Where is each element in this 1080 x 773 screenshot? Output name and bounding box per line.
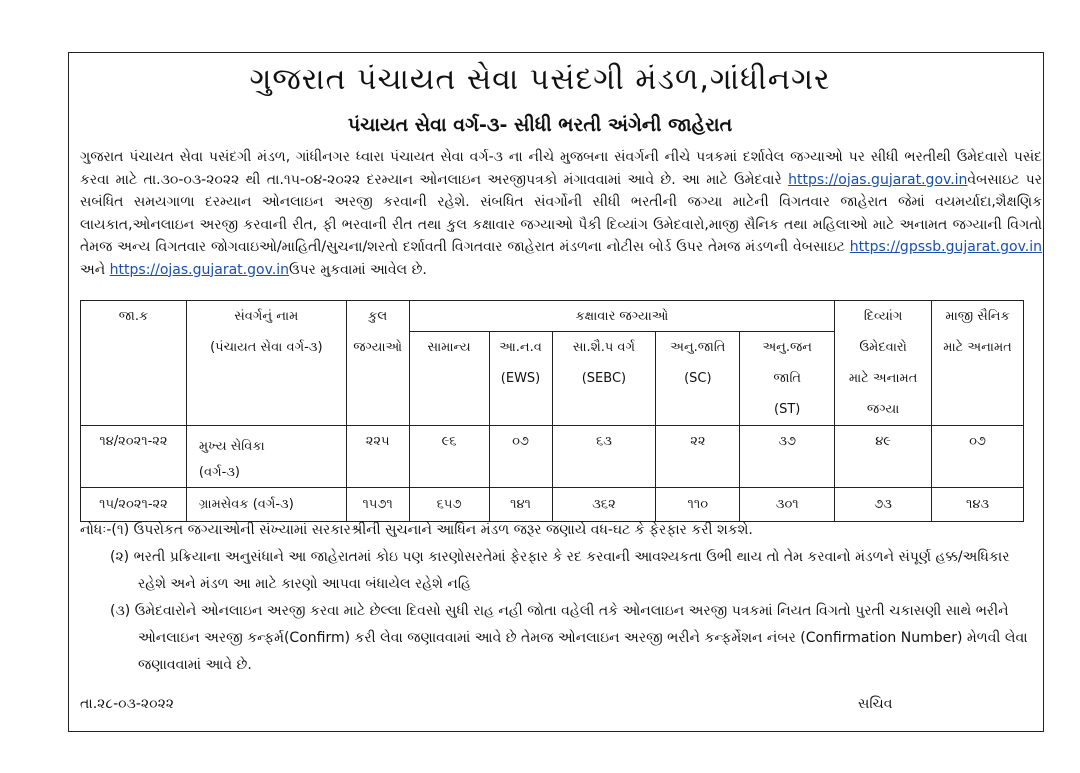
header-cadre: સંવર્ગનું નામ (પંચાયત સેવા વર્ગ-૩) <box>186 301 346 426</box>
header-ews: આ.ન.વ (EWS) <box>489 332 552 426</box>
page-title: ગુજરાત પંચાયત સેવા પસંદગી મંડળ,ગાંધીનગર <box>249 62 831 97</box>
header-sc: અનુ.જાતિ (SC) <box>656 332 740 426</box>
note-1: નોધઃ-(૧) ઉપરોકત જગ્યાઓની સંખ્યામાં સરકારશ્રીની સુચનાને આધિન મંડળ જરૂર જણાયે વધ-ઘટ કે ફેરફાર કરી શકશે. <box>80 522 753 538</box>
cell-name: મુખ્ય સેવિકા (વર્ગ-૩) <box>186 426 346 488</box>
header-jak: જા.ક <box>81 301 187 426</box>
cell-ews: ૦૭ <box>489 426 552 488</box>
cell-sebc: ૩૬૨ <box>552 488 656 522</box>
header-st: અનુ.જન જાતિ (ST) <box>740 332 835 426</box>
intro-text-4: ઉપર મુકવામાં આવેલ છે. <box>288 261 427 278</box>
cell-divyang: ૪૯ <box>835 426 932 488</box>
cell-total: ૧૫૭૧ <box>346 488 409 522</box>
note-2-line-2: રહેશે અને મંડળ આ માટે કારણો આપવા બંધાયેલ રહેશે નહિ <box>138 576 471 592</box>
notes-section <box>80 517 1042 679</box>
header-divyang: દિવ્યાંગ ઉમેદવારો માટે અનામત જગ્યા <box>835 301 932 426</box>
cell-exsm: ૧૪૩ <box>932 488 1024 522</box>
issue-date: તા.૨૮-૦૩-૨૦૨૨ <box>80 696 175 712</box>
cell-st: ૩૦૧ <box>740 488 835 522</box>
header-general: સામાન્ય <box>409 332 489 426</box>
header-category-group: કક્ષાવાર જગ્યાઓ <box>409 301 835 332</box>
note-3-line-2: ઓનલાઇન અરજી કન્ફર્મ(Confirm) કરી લેવા જણાવવામાં આવે છે તેમજ ઓનલાઇન અરજી ભરીને કન્ફર્મેશન નંબર (Confirmation Number) મેળવી લેવા <box>138 630 1028 646</box>
cell-name: ગ્રામસેવક (વર્ગ-૩) <box>186 488 346 522</box>
intro-paragraph <box>80 146 1042 281</box>
cell-divyang: ૭૩ <box>835 488 932 522</box>
page-subtitle: પંચાયત સેવા વર્ગ-૩- સીધી ભરતી અંગેની જાહેરાત <box>347 114 733 136</box>
note-2-line-1: (૨) ભરતી પ્રક્રિયાના અનુસંધાને આ જાહેરાતમાં કોઇ પણ કારણોસરતેમાં ફેરફાર કે રદ કરવાની આવશ્યકતા ઉભી થાય તો તેમ કરવાનો મંડળને સંપૂર્ણ હક્ક/અધિકાર <box>110 549 1010 565</box>
header-ex-servicemen: માજી સૈનિક માટે અનામત <box>932 301 1024 426</box>
note-3-line-3: જણાવવામાં આવે છે. <box>138 657 252 673</box>
header-total: કુલ જગ્યાઓ <box>346 301 409 426</box>
intro-text-3: અને <box>80 261 110 278</box>
cell-sc: ૨૨ <box>656 426 740 488</box>
vacancy-table <box>80 300 1024 522</box>
ojas-link[interactable]: https://ojas.gujarat.gov.in <box>788 171 968 188</box>
table-row <box>81 426 1024 488</box>
cell-sc: ૧૧૦ <box>656 488 740 522</box>
cell-total: ૨૨૫ <box>346 426 409 488</box>
header-sebc: સા.શૈ.પ વર્ગ (SEBC) <box>552 332 656 426</box>
cell-general: ૬૫૭ <box>409 488 489 522</box>
cell-st: ૩૭ <box>740 426 835 488</box>
cell-exsm: ૦૭ <box>932 426 1024 488</box>
cell-jak: ૧૪/૨૦૨૧-૨૨ <box>81 426 187 488</box>
cell-sebc: ૬૩ <box>552 426 656 488</box>
note-3-line-1: (૩) ઉમેદવારોને ઓનલાઇન અરજી કરવા માટે છેલ્લા દિવસો સુધી રાહ નહી જોતા વહેલી તકે ઓનલાઇન અરજી પત્રકમાં નિયત વિગતો પુરતી ચકાસણી સાથે ભરીને <box>110 603 1009 619</box>
ojas-link-2[interactable]: https://ojas.gujarat.gov.in <box>109 261 289 278</box>
gpssb-link[interactable]: https://gpssb.gujarat.gov.in <box>849 239 1042 255</box>
signatory: સચિવ <box>858 696 893 712</box>
cell-ews: ૧૪૧ <box>489 488 552 522</box>
intro-text-1: ગુજરાત પંચાયત સેવા પસંદગી મંડળ, ગાંધીનગર ધ્વારા પંચાયત સેવા વર્ગ-૩ ના નીચે મુજબના સંવર્ગની નીચે પત્રકમાં દર્શાવેલ જગ્યાઓ પર સીધી ભરતીથી ઉમેદવારો પસંદ કરવા માટે તા.૩૦-૦૩-૨૦૨૨ થી તા.૧૫-૦૪-૨૦૨૨ દરમ્યાન ઓનલાઇન અરજીપત્રકો મંગાવવામાં આવે છે. આ માટે ઉમેદવારે <box>80 149 1042 188</box>
intro-text-2: વેબસાઇટ પર સબંધિત સમયગાળા દરમ્યાન ઓનલાઇન અરજી કરવાની રહેશે. સંબધિત સંવર્ગોની સીધી ભરતીની જગ્યા માટેની વિગતવાર જાહેરાત જેમાં વયમર્યાદા,શૈક્ષણિક લાયકાત,ઓનલાઇન અરજી કરવાની રીત, ફી ભરવાની રીત તથા કુલ કક્ષાવાર જગ્યાઓ પૈકી દિવ્યાંગ ઉમેદવારો,માજી સૈનિક તથા મહિલાઓ માટે અનામત જગ્યાની વિગતો તેમજ અન્ય વિગતવાર જોગવાઇઓ/માહિતી/સુચના/શરતો દર્શાવતી વિગતવાર જાહેરાત મંડળના નોટીસ બોર્ડ ઉપર તેમજ મંડળની વેબસાઇટ <box>80 171 1042 255</box>
cell-jak: ૧૫/૨૦૨૧-૨૨ <box>81 488 187 522</box>
cell-general: ૯૬ <box>409 426 489 488</box>
